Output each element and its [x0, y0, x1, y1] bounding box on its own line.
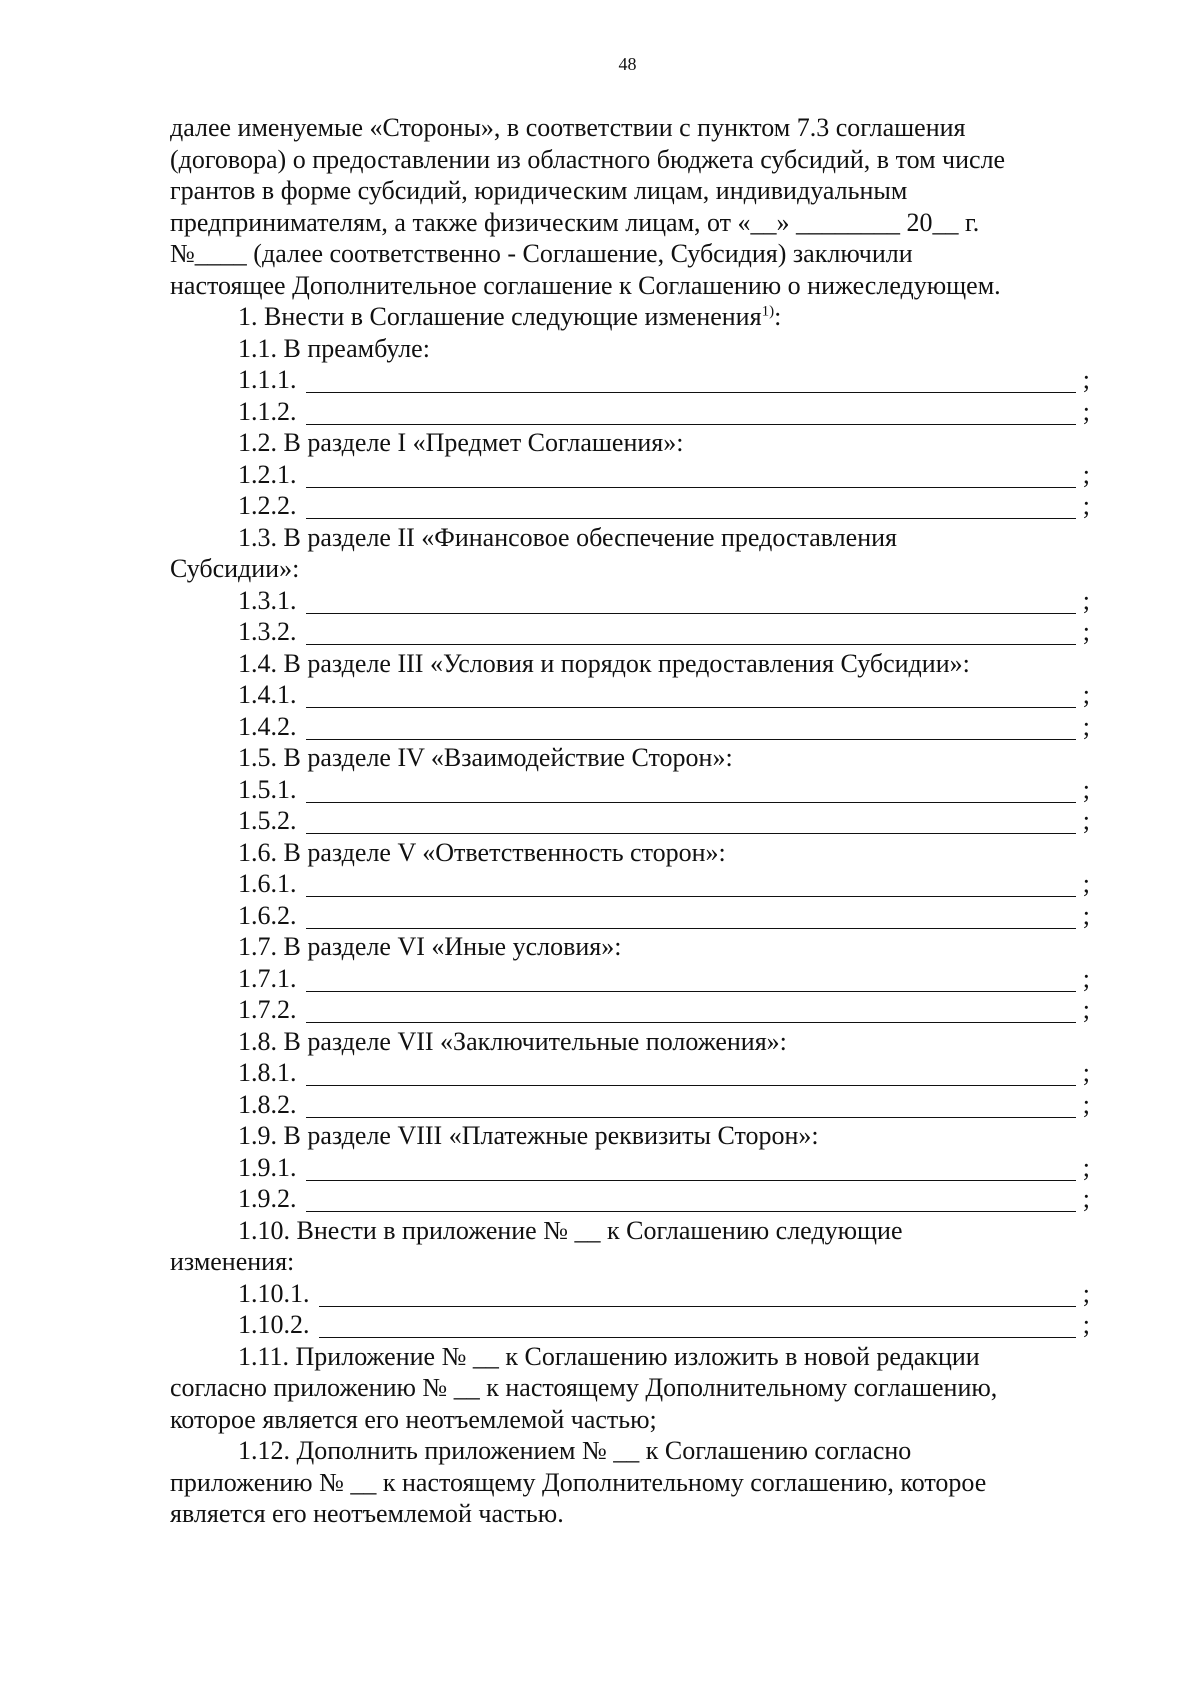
semicolon: ;	[1082, 491, 1090, 520]
semicolon: ;	[1082, 617, 1090, 646]
fill-line-number: 1.8.2.	[238, 1089, 297, 1119]
blank-field[interactable]	[306, 780, 1077, 803]
semicolon: ;	[1082, 365, 1090, 394]
section-heading: 1.2. В разделе I «Предмет Соглашения»:	[238, 428, 684, 457]
blank-field[interactable]	[306, 1158, 1077, 1181]
section-heading: 1.6. В разделе V «Ответственность сторон»:	[238, 837, 726, 867]
fill-line	[170, 868, 1090, 900]
document-body	[170, 112, 1090, 1530]
blank-field[interactable]	[306, 811, 1077, 834]
intro-line: далее именуемые «Стороны», в соответствии с пунктом 7.3 соглашения	[170, 113, 966, 142]
blank-field[interactable]	[319, 1284, 1077, 1307]
intro-paragraph	[170, 112, 1090, 301]
section-heading: 1.10. Внести в приложение № __ к Соглашению следующие	[238, 1215, 903, 1245]
fill-line-number: 1.6.2.	[238, 900, 297, 930]
fill-line-number: 1.4.1.	[238, 680, 297, 709]
section-heading: 1.3. В разделе II «Финансовое обеспечение предоставления	[238, 522, 897, 552]
blank-field[interactable]	[306, 465, 1077, 488]
fill-line-number: 1.6.1.	[238, 869, 297, 898]
semicolon: ;	[1082, 1152, 1090, 1182]
fill-line-number: 1.2.2.	[238, 491, 297, 520]
fill-line-number: 1.4.2.	[238, 711, 297, 741]
semicolon: ;	[1082, 585, 1090, 615]
semicolon: ;	[1082, 774, 1090, 804]
fill-line-number: 1.5.2.	[238, 806, 297, 835]
semicolon: ;	[1082, 1089, 1090, 1119]
paragraph-1-11-line: 1.11. Приложение № __ к Соглашению изложить в новой редакции	[238, 1341, 980, 1371]
intro-line: (договора) о предоставлении из областного бюджета субсидий, в том числе	[170, 144, 1006, 174]
blank-field[interactable]	[306, 906, 1077, 929]
fill-line-number: 1.3.1.	[238, 585, 297, 615]
fill-line	[170, 490, 1090, 522]
semicolon: ;	[1082, 680, 1090, 709]
semicolon: ;	[1082, 1310, 1090, 1339]
section-heading-cont: Субсидии»:	[170, 554, 300, 583]
fill-line-number: 1.9.1.	[238, 1152, 297, 1182]
paragraph-1-11-line: согласно приложению № __ к настоящему Дополнительному соглашению,	[170, 1373, 998, 1402]
fill-line-number: 1.7.2.	[238, 995, 297, 1024]
semicolon: ;	[1082, 869, 1090, 898]
fill-line	[170, 679, 1090, 711]
fill-line-number: 1.1.1.	[238, 365, 297, 394]
paragraph-1-12-line: является его неотъемлемой частью.	[170, 1499, 564, 1528]
blank-field[interactable]	[306, 685, 1077, 708]
blank-field[interactable]	[306, 591, 1077, 614]
fill-line-number: 1.10.1.	[238, 1278, 310, 1308]
item-1-tail: :	[774, 302, 782, 331]
fill-line	[170, 963, 1090, 995]
intro-line: грантов в форме субсидий, юридическим лицам, индивидуальным	[170, 176, 908, 205]
fill-line-number: 1.5.1.	[238, 774, 297, 804]
item-1-heading	[170, 301, 1090, 333]
fill-line	[170, 1057, 1090, 1089]
fill-line	[170, 1309, 1090, 1341]
semicolon: ;	[1082, 1184, 1090, 1213]
fill-line	[170, 774, 1090, 806]
blank-field[interactable]	[306, 717, 1077, 740]
fill-line	[170, 396, 1090, 428]
fill-line	[170, 585, 1090, 617]
semicolon: ;	[1082, 396, 1090, 426]
section-heading: 1.8. В разделе VII «Заключительные положения»:	[238, 1026, 787, 1056]
fill-line	[170, 1278, 1090, 1310]
semicolon: ;	[1082, 1058, 1090, 1087]
blank-field[interactable]	[306, 874, 1077, 897]
semicolon: ;	[1082, 900, 1090, 930]
semicolon: ;	[1082, 459, 1090, 489]
semicolon: ;	[1082, 963, 1090, 993]
section-heading-cont: изменения:	[170, 1247, 295, 1276]
blank-field[interactable]	[306, 969, 1077, 992]
fill-line	[170, 616, 1090, 648]
paragraph-1-12-line: приложению № __ к настоящему Дополнительному соглашению, которое	[170, 1467, 987, 1497]
paragraph-1-12-line: 1.12. Дополнить приложением № __ к Соглашению согласно	[238, 1436, 912, 1465]
fill-line-number: 1.7.1.	[238, 963, 297, 993]
fill-line	[170, 994, 1090, 1026]
blank-field[interactable]	[306, 1063, 1077, 1086]
fill-line-number: 1.10.2.	[238, 1310, 310, 1339]
fill-line-number: 1.9.2.	[238, 1184, 297, 1213]
blank-field[interactable]	[306, 402, 1077, 425]
section-heading: 1.7. В разделе VI «Иные условия»:	[238, 932, 622, 961]
fill-line	[170, 459, 1090, 491]
section-heading: 1.5. В разделе IV «Взаимодействие Сторон»:	[238, 743, 733, 772]
section-heading: 1.1. В преамбуле:	[238, 333, 430, 363]
blank-field[interactable]	[306, 496, 1077, 519]
fill-line	[170, 900, 1090, 932]
blank-field[interactable]	[319, 1315, 1077, 1338]
fill-line	[170, 364, 1090, 396]
semicolon: ;	[1082, 806, 1090, 835]
blank-field[interactable]	[306, 1189, 1077, 1212]
fill-line	[170, 1152, 1090, 1184]
fill-line-number: 1.2.1.	[238, 459, 297, 489]
semicolon: ;	[1082, 995, 1090, 1024]
intro-line: настоящее Дополнительное соглашение к Соглашению о нижеследующем.	[170, 270, 1001, 300]
fill-line	[170, 1089, 1090, 1121]
fill-line-number: 1.3.2.	[238, 617, 297, 646]
intro-line: предпринимателям, а также физическим лицам, от «__» ________ 20__ г.	[170, 207, 980, 237]
fill-line	[170, 805, 1090, 837]
footnote-mark: 1)	[761, 303, 775, 320]
blank-field[interactable]	[306, 1095, 1077, 1118]
section-heading: 1.4. В разделе III «Условия и порядок предоставления Субсидии»:	[238, 648, 970, 678]
item-1-text: 1. Внести в Соглашение следующие изменения	[238, 302, 762, 331]
blank-field[interactable]	[306, 622, 1077, 645]
fill-line-number: 1.8.1.	[238, 1058, 297, 1087]
semicolon: ;	[1082, 711, 1090, 741]
paragraph-1-11-line: которое является его неотъемлемой частью;	[170, 1404, 657, 1434]
semicolon: ;	[1082, 1278, 1090, 1308]
fill-line	[170, 1183, 1090, 1215]
blank-field[interactable]	[306, 1000, 1077, 1023]
blank-field[interactable]	[306, 370, 1077, 393]
page-number: 48	[618, 54, 637, 74]
intro-line: №____ (далее соответственно - Соглашение, Субсидия) заключили	[170, 239, 913, 268]
fill-line	[170, 711, 1090, 743]
fill-line-number: 1.1.2.	[238, 396, 297, 426]
section-heading: 1.9. В разделе VIII «Платежные реквизиты Сторон»:	[238, 1121, 819, 1150]
